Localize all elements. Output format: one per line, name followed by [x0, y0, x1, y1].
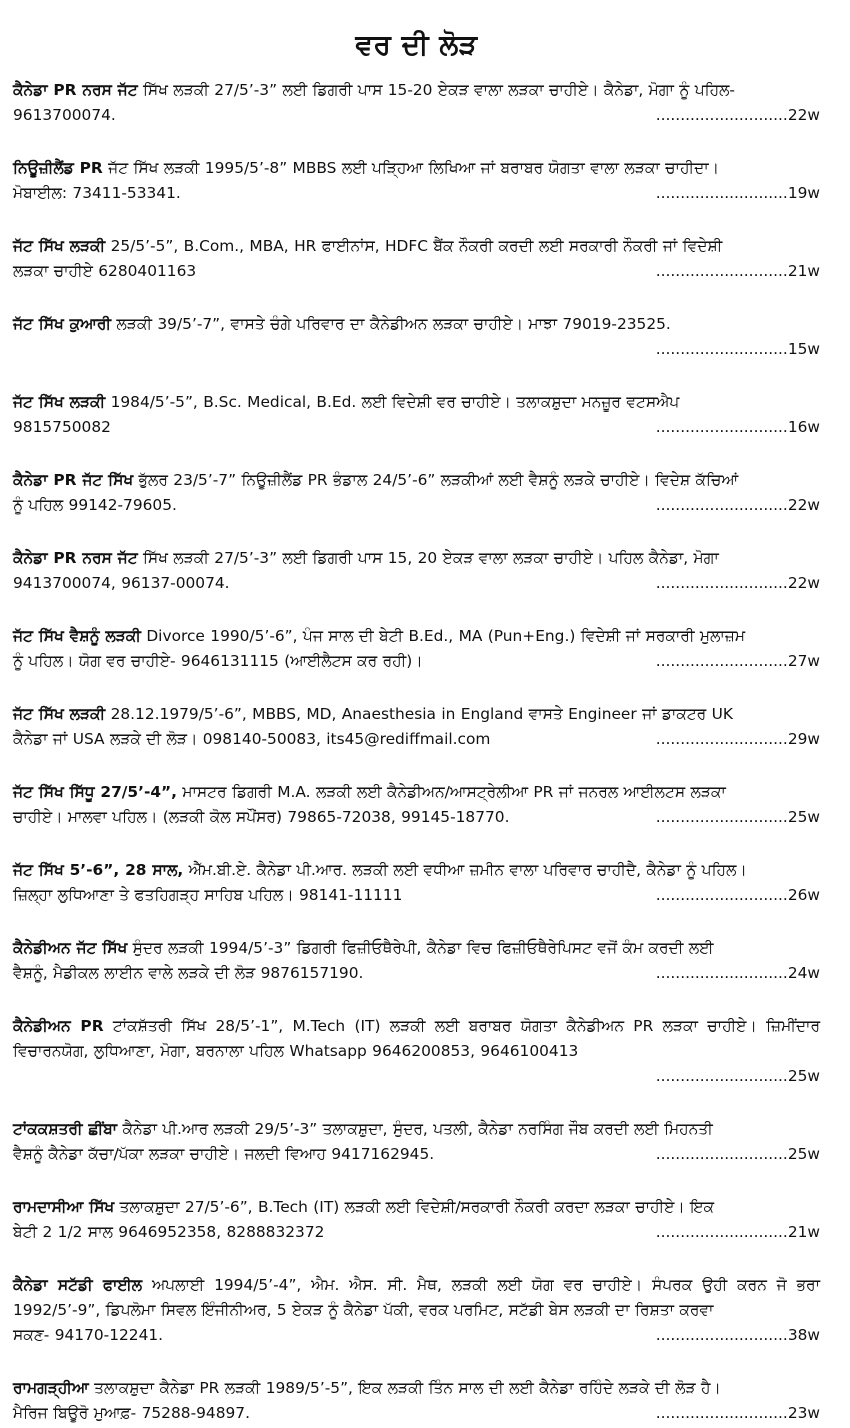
classified-ad	[13, 156, 820, 206]
ad-contact: 9815750082	[13, 418, 111, 436]
ad-text: ਸਿੱਖ ਲੜਕੀ 27/5’-3” ਲਈ ਡਿਗਰੀ ਪਾਸ 15, 20 ਏਕੜ ਵਾਲਾ ਲੜਕਾ ਚਾਹੀਏ। ਪਹਿਲ ਕੈਨੇਡਾ, ਮੋਗਾ	[137, 549, 719, 567]
ad-body	[13, 1195, 820, 1220]
ad-text: ਐੱਮ.ਬੀ.ਏ. ਕੈਨੇਡਾ ਪੀ.ਆਰ. ਲੜਕੀ ਲਈ ਵਧੀਆ ਜ਼ਮੀਨ ਵਾਲਾ ਪਰਿਵਾਰ ਚਾਹੀਦੈ, ਕੈਨੇਡਾ ਨੂੰ ਪਹਿਲ।	[183, 861, 747, 879]
ad-code: ...........................16w	[655, 418, 820, 436]
ad-body	[13, 234, 820, 259]
classified-ad	[13, 702, 820, 752]
ad-headline: ਕੈਨੇਡਾ PR ਨਰਸ ਜੱਟ	[13, 549, 138, 567]
classified-ad	[13, 1273, 820, 1348]
classified-ad	[13, 780, 820, 830]
ad-code: ...........................25w	[655, 808, 820, 826]
classified-ad	[13, 312, 820, 362]
ad-text: ਜੱਟ ਸਿੱਖ ਲੜਕੀ 1995/5’-8” MBBS ਲਈ ਪੜ੍ਹਿਆ ਲਿਖਿਆ ਜਾਂ ਬਰਾਬਰ ਯੋਗਤਾ ਵਾਲਾ ਲੜਕਾ ਚਾਹੀਦਾ।	[102, 159, 719, 177]
classified-ad	[13, 78, 820, 128]
classified-ad	[13, 1376, 820, 1426]
ad-body	[13, 390, 820, 415]
ad-headline: ਜੱਟ ਸਿੱਖ ਲੜਕੀ	[13, 705, 106, 723]
ad-headline: ਜੱਟ ਸਿੱਖ ਸਿੱਧੂ 27/5’-4”,	[13, 783, 178, 801]
ad-headline: ਕੈਨੇਡਾ PR ਨਰਸ ਜੱਟ	[13, 81, 138, 99]
classified-ad	[13, 624, 820, 674]
ad-text: ਤਲਾਕਸ਼ੁਦਾ 27/5’-6”, B.Tech (IT) ਲੜਕੀ ਲਈ ਵਿਦੇਸ਼ੀ/ਸਰਕਾਰੀ ਨੌਕਰੀ ਕਰਦਾ ਲੜਕਾ ਚਾਹੀਏ। ਇਕ	[114, 1198, 714, 1216]
ad-headline: ਟਾਂਕਕਸ਼ਤਰੀ ਛੀਂਬਾ	[13, 1120, 118, 1138]
ad-code: ...........................21w	[655, 262, 820, 280]
ad-footer	[13, 1064, 820, 1089]
ad-footer	[13, 415, 820, 440]
classified-ad	[13, 390, 820, 440]
ad-footer	[13, 649, 820, 674]
ad-body	[13, 1376, 820, 1401]
ad-footer	[13, 1323, 820, 1348]
ad-text: ਅਪਲਾਈ 1994/5’-4”, ਐਮ. ਐਸ. ਸੀ. ਮੈਥ, ਲੜਕੀ ਲਈ ਯੋਗ ਵਰ ਚਾਹੀਏ। ਸੰਪਰਕ ਉਹੀ ਕਰਨ ਜੋ ਭਰਾ 1992/5’-9”, ਡਿਪਲੋਮਾ ਸਿਵਲ ਇੰਜੀਨੀਅਰ, 5 ਏਕੜ ਨੂੰ ਕੈਨੇਡਾ ਪੱਕੀ, ਵਰਕ ਪਰਮਿਟ, ਸਟੱਡੀ ਬੇਸ ਲੜਕੀ ਦਾ ਰਿਸ਼ਤਾ ਕਰਵਾ	[13, 1276, 820, 1319]
ad-contact: ਮੋਬਾਈਲ: 73411-53341.	[13, 184, 181, 202]
ad-body	[13, 156, 820, 181]
ad-footer	[13, 1220, 820, 1245]
ad-headline: ਜੱਟ ਸਿੱਖ ਵੈਸ਼ਨੂੰ ਲੜਕੀ	[13, 627, 141, 645]
ad-code: ...........................22w	[655, 496, 820, 514]
ad-body	[13, 468, 820, 493]
ad-headline: ਰਾਮਦਾਸੀਆ ਸਿੱਖ	[13, 1198, 115, 1216]
ad-footer	[13, 1142, 820, 1167]
ad-footer	[13, 337, 820, 362]
ad-headline: ਕੈਨੇਡਾ PR ਜੱਟ ਸਿੱਖ	[13, 471, 134, 489]
ad-contact: 9613700074.	[13, 106, 116, 124]
ad-body	[13, 624, 820, 649]
ad-contact: ਨੂੰ ਪਹਿਲ। ਯੋਗ ਵਰ ਚਾਹੀਏ- 9646131115 (ਆਈਲੈਟਸ ਕਰ ਰਹੀ)।	[13, 652, 423, 670]
ad-contact: 9413700074, 96137-00074.	[13, 574, 230, 592]
ad-body	[13, 858, 820, 883]
ad-text: ਸਿੱਖ ਲੜਕੀ 27/5’-3” ਲਈ ਡਿਗਰੀ ਪਾਸ 15-20 ਏਕੜ ਵਾਲਾ ਲੜਕਾ ਚਾਹੀਏ। ਕੈਨੇਡਾ, ਮੋਗਾ ਨੂੰ ਪਹਿਲ-	[137, 81, 735, 99]
ad-headline: ਜੱਟ ਸਿੱਖ 5’-6”, 28 ਸਾਲ,	[13, 861, 184, 879]
ad-text: ਮਾਸਟਰ ਡਿਗਰੀ M.A. ਲੜਕੀ ਲਈ ਕੈਨੇਡੀਅਨ/ਆਸਟ੍ਰੇਲੀਆ PR ਜਾਂ ਜਨਰਲ ਆਈਲਟਸ ਲੜਕਾ	[177, 783, 726, 801]
ad-headline: ਰਾਮਗੜ੍ਹੀਆ	[13, 1379, 89, 1397]
ad-footer	[13, 727, 820, 752]
classified-ad	[13, 858, 820, 908]
classified-ad	[13, 546, 820, 596]
ad-body	[13, 1117, 820, 1142]
ad-footer	[13, 259, 820, 284]
ad-code: ...........................25w	[655, 1067, 820, 1085]
matrimonial-ads-list	[13, 78, 820, 1426]
ad-body	[13, 702, 820, 727]
ad-footer	[13, 1401, 820, 1426]
ad-text: ਕੈਨੇਡਾ ਪੀ.ਆਰ ਲੜਕੀ 29/5’-3” ਤਲਾਕਸ਼ੁਦਾ, ਸੁੰਦਰ, ਪਤਲੀ, ਕੈਨੇਡਾ ਨਰਸਿੰਗ ਜੌਬ ਕਰਦੀ ਲਈ ਮਿਹਨਤੀ	[117, 1120, 713, 1138]
ad-code: ...........................19w	[655, 184, 820, 202]
classified-ad	[13, 1117, 820, 1167]
ad-footer	[13, 181, 820, 206]
ad-headline: ਜੱਟ ਸਿੱਖ ਲੜਕੀ	[13, 393, 106, 411]
ad-body	[13, 1014, 820, 1064]
classified-ad	[13, 1014, 820, 1089]
ad-body	[13, 78, 820, 103]
ad-footer	[13, 493, 820, 518]
ad-body	[13, 936, 820, 961]
ad-code: ...........................27w	[655, 652, 820, 670]
ad-headline: ਨਿਊਜ਼ੀਲੈਂਡ PR	[13, 159, 103, 177]
classified-ad	[13, 936, 820, 986]
ad-code: ...........................23w	[655, 1404, 820, 1422]
ad-code: ...........................21w	[655, 1223, 820, 1241]
ad-contact: ਮੈਰਿਜ ਬਿਊਰੋ ਮੁਆਫ਼- 75288-94897.	[13, 1404, 250, 1422]
ad-contact: ਨੂੰ ਪਹਿਲ 99142-79605.	[13, 496, 177, 514]
ad-code: ...........................29w	[655, 730, 820, 748]
ad-headline: ਜੱਟ ਸਿੱਖ ਲੜਕੀ	[13, 237, 106, 255]
ad-text: ਭੁੱਲਰ 23/5’-7” ਨਿਊਜ਼ੀਲੈਂਡ PR ਭੰਡਾਲ 24/5’-6” ਲੜਕੀਆਂ ਲਈ ਵੈਸ਼ਨੂੰ ਲੜਕੇ ਚਾਹੀਏ। ਵਿਦੇਸ਼ ਕੱਚਿਆਂ	[133, 471, 739, 489]
classified-ad	[13, 234, 820, 284]
ad-contact: ਵੈਸ਼ਨੂੰ ਕੈਨੇਡਾ ਕੱਚਾ/ਪੱਕਾ ਲੜਕਾ ਚਾਹੀਏ। ਜਲਦੀ ਵਿਆਹ 9417162945.	[13, 1145, 435, 1163]
ad-text: ਸੁੰਦਰ ਲੜਕੀ 1994/5’-3” ਡਿਗਰੀ ਫਿਜ਼ੀਓਥੈਰੇਪੀ, ਕੈਨੇਡਾ ਵਿਚ ਫਿਜ਼ੀਓਥੈਰੇਪਿਸਟ ਵਜੋਂ ਕੰਮ ਕਰਦੀ ਲਈ	[127, 939, 714, 957]
ad-code: ...........................26w	[655, 886, 820, 904]
ad-footer	[13, 103, 820, 128]
ad-contact: ਜ਼ਿਲ੍ਹਾ ਲੁਧਿਆਣਾ ਤੇ ਫਤਹਿਗੜ੍ਹ ਸਾਹਿਬ ਪਹਿਲ। 98141-11111	[13, 886, 403, 904]
ad-footer	[13, 571, 820, 596]
ad-headline: ਜੱਟ ਸਿੱਖ ਕੁਆਰੀ	[13, 315, 112, 333]
ad-text: 28.12.1979/5’-6”, MBBS, MD, Anaesthesia in England ਵਾਸਤੇ Engineer ਜਾਂ ਡਾਕਟਰ UK	[105, 705, 733, 723]
ad-text: ਤਲਾਕਸ਼ੁਦਾ ਕੈਨੇਡਾ PR ਲੜਕੀ 1989/5’-5”, ਇਕ ਲੜਕੀ ਤਿੰਨ ਸਾਲ ਦੀ ਲਈ ਕੈਨੇਡਾ ਰਹਿੰਦੇ ਲੜਕੇ ਦੀ ਲੋੜ ਹੈ।	[88, 1379, 721, 1397]
ad-text: Divorce 1990/5’-6”, ਪੰਜ ਸਾਲ ਦੀ ਬੇਟੀ B.Ed., MA (Pun+Eng.) ਵਿਦੇਸ਼ੀ ਜਾਂ ਸਰਕਾਰੀ ਮੁਲਾਜ਼ਮ	[140, 627, 745, 645]
ad-code: ...........................22w	[655, 574, 820, 592]
ad-body	[13, 546, 820, 571]
ad-code: ...........................25w	[655, 1145, 820, 1163]
ad-text: 25/5’-5”, B.Com., MBA, HR ਫਾਈਨਾਂਸ, HDFC ਬੈਂਕ ਨੌਕਰੀ ਕਰਦੀ ਲਈ ਸਰਕਾਰੀ ਨੌਕਰੀ ਜਾਂ ਵਿਦੇਸ਼ੀ	[105, 237, 723, 255]
ad-footer	[13, 961, 820, 986]
ad-footer	[13, 883, 820, 908]
ad-contact: ਸਕਣ- 94170-12241.	[13, 1326, 164, 1344]
ad-headline: ਕੈਨੇਡੀਅਨ PR	[13, 1017, 104, 1035]
ad-body	[13, 1273, 820, 1323]
ad-body	[13, 312, 820, 337]
ad-footer	[13, 805, 820, 830]
ad-contact: ਬੇਟੀ 2 1/2 ਸਾਲ 9646952358, 8288832372	[13, 1223, 325, 1241]
classified-ad	[13, 468, 820, 518]
ad-contact: ਲੜਕਾ ਚਾਹੀਏ 6280401163	[13, 262, 197, 280]
ad-text: ਟਾਂਕਸ਼ੱਤਰੀ ਸਿੱਖ 28/5’-1”, M.Tech (IT) ਲੜਕੀ ਲਈ ਬਰਾਬਰ ਯੋਗਤਾ ਕੈਨੇਡੀਅਨ PR ਲੜਕਾ ਚਾਹੀਏ। ਜ਼ਿਮੀਂਦਾਰ ਵਿਚਾਰਨਯੋਗ, ਲੁਧਿਆਣਾ, ਮੋਗਾ, ਬਰਨਾਲਾ ਪਹਿਲ Whatsapp 9646200853, 9646100413	[13, 1017, 820, 1060]
page-title: ਵਰ ਦੀ ਲੋੜ	[355, 28, 478, 61]
ad-headline: ਕੈਨੇਡੀਅਨ ਜੱਟ ਸਿੱਖ	[13, 939, 128, 957]
ad-contact: ਚਾਹੀਏ। ਮਾਲਵਾ ਪਹਿਲ। (ਲੜਕੀ ਕੋਲ ਸਪੌਂਸਰ) 79865-72038, 99145-18770.	[13, 808, 510, 826]
ad-code: ...........................38w	[655, 1326, 820, 1344]
ad-code: ...........................24w	[655, 964, 820, 982]
ad-code: ...........................22w	[655, 106, 820, 124]
ad-headline: ਕੈਨੇਡਾ ਸਟੱਡੀ ਫਾਈਲ	[13, 1276, 143, 1294]
ad-body	[13, 780, 820, 805]
ad-code: ...........................15w	[655, 340, 820, 358]
ad-text: 1984/5’-5”, B.Sc. Medical, B.Ed. ਲਈ ਵਿਦੇਸ਼ੀ ਵਰ ਚਾਹੀਏ। ਤਲਾਕਸ਼ੁਦਾ ਮਨਜ਼ੂਰ ਵਟਸਐਪ	[105, 393, 680, 411]
classified-ad	[13, 1195, 820, 1245]
ad-contact: ਵੈਸ਼ਨੂੰ, ਮੈਡੀਕਲ ਲਾਈਨ ਵਾਲੇ ਲੜਕੇ ਦੀ ਲੋੜ 9876157190.	[13, 964, 364, 982]
ad-text: ਲੜਕੀ 39/5’-7”, ਵਾਸਤੇ ਚੰਗੇ ਪਰਿਵਾਰ ਦਾ ਕੈਨੇਡੀਅਨ ਲੜਕਾ ਚਾਹੀਏ। ਮਾਝਾ 79019-23525.	[111, 315, 671, 333]
ad-contact: ਕੈਨੇਡਾ ਜਾਂ USA ਲੜਕੇ ਦੀ ਲੋੜ। 098140-50083, its45@rediffmail.com	[13, 730, 491, 748]
